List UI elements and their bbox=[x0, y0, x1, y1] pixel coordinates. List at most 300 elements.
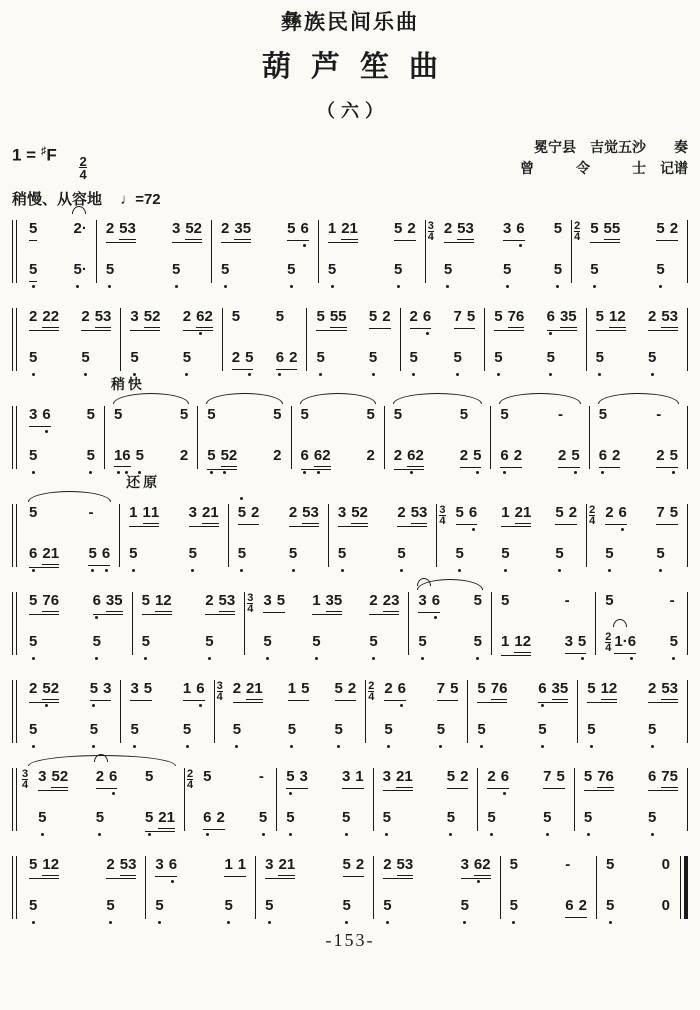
beat-group bbox=[114, 405, 122, 424]
octave-dot-low bbox=[199, 704, 202, 707]
note: 5 bbox=[500, 405, 509, 423]
upper-voice-beat bbox=[343, 855, 365, 879]
lower-voice-beat bbox=[454, 348, 476, 372]
underline-group bbox=[90, 679, 112, 701]
note: 1 bbox=[312, 591, 321, 609]
beat-group bbox=[369, 348, 377, 367]
note: 5 bbox=[129, 544, 137, 563]
lower-voice-beat bbox=[233, 720, 263, 744]
note: 5 bbox=[81, 348, 89, 367]
note: 6 bbox=[500, 446, 508, 465]
lower-voice-beat bbox=[87, 446, 95, 470]
note: - bbox=[88, 503, 94, 521]
measure bbox=[229, 503, 328, 568]
underline-group bbox=[461, 855, 491, 879]
beat-group bbox=[461, 855, 491, 879]
underline-group bbox=[503, 219, 525, 241]
lower-voice-beat bbox=[366, 446, 374, 470]
lower-voice-beat bbox=[648, 808, 678, 832]
octave-dot-low bbox=[331, 285, 334, 288]
double-underline-group bbox=[407, 446, 424, 467]
beat-columns bbox=[99, 219, 209, 284]
beat-column bbox=[29, 855, 59, 920]
beat-group bbox=[656, 446, 678, 468]
beat-group bbox=[73, 219, 86, 238]
system-bracket bbox=[12, 308, 17, 371]
beat-group bbox=[265, 896, 273, 915]
lower-voice-beat bbox=[29, 720, 59, 744]
beat-column bbox=[286, 767, 308, 832]
underline-group bbox=[288, 679, 310, 701]
underline-group bbox=[155, 855, 177, 877]
time-signature-numerator: 2 bbox=[589, 503, 596, 516]
octave-dot-low bbox=[574, 471, 577, 474]
beat-group bbox=[207, 405, 215, 424]
double-underline-group bbox=[314, 446, 331, 467]
upper-voice-beat bbox=[287, 219, 309, 243]
note: 5 bbox=[509, 855, 518, 873]
beat-column bbox=[444, 219, 474, 284]
lower-voice-beat bbox=[29, 896, 59, 920]
note: 5 bbox=[142, 632, 150, 651]
upper-voice-beat bbox=[207, 405, 237, 429]
beat-columns bbox=[321, 219, 423, 284]
note: 6 bbox=[474, 855, 482, 874]
note: 2 bbox=[656, 446, 665, 464]
beat-group bbox=[106, 896, 114, 915]
note: 5 bbox=[145, 808, 153, 827]
octave-dot-low bbox=[32, 471, 35, 474]
measure bbox=[485, 307, 585, 372]
measure bbox=[245, 591, 408, 656]
meta-row bbox=[12, 137, 688, 180]
octave-dot-low bbox=[240, 569, 243, 572]
note: 5 bbox=[183, 348, 191, 367]
note: 5 bbox=[275, 307, 285, 325]
piece-number: （六） bbox=[317, 101, 389, 121]
underline-group bbox=[584, 767, 614, 791]
note: 3 bbox=[127, 219, 136, 237]
note: 7 bbox=[656, 503, 665, 521]
note: 1 bbox=[224, 855, 233, 873]
note: 5 bbox=[369, 632, 377, 651]
beat-column bbox=[38, 767, 68, 832]
note: 1 bbox=[166, 808, 175, 826]
beat-columns bbox=[589, 307, 685, 372]
octave-dot-low bbox=[345, 833, 348, 836]
note: 5 bbox=[446, 767, 456, 785]
beat-group bbox=[238, 544, 246, 563]
octave-dot-low bbox=[621, 528, 624, 531]
beat-group bbox=[106, 855, 136, 879]
upper-voice-beat bbox=[538, 679, 568, 703]
meter-numerator: 2 bbox=[79, 153, 87, 169]
upper-voice-beat bbox=[73, 219, 86, 243]
lower-voice-beat bbox=[477, 720, 507, 744]
final-barline bbox=[680, 856, 688, 919]
note: 3 bbox=[265, 855, 274, 873]
note: 5 bbox=[455, 503, 464, 521]
note: 6 bbox=[50, 591, 60, 609]
note: 2 bbox=[42, 307, 51, 325]
note: 3 bbox=[103, 307, 112, 325]
note: 6 bbox=[276, 348, 284, 367]
beat-group bbox=[328, 219, 358, 243]
beat-group bbox=[383, 896, 391, 915]
octave-dot-low bbox=[400, 569, 403, 572]
note: 5 bbox=[286, 808, 294, 827]
beat-column bbox=[477, 679, 507, 744]
note: 5 bbox=[450, 679, 459, 697]
lower-voice-beat bbox=[183, 720, 205, 744]
beat-group bbox=[565, 632, 587, 654]
score-system bbox=[12, 473, 688, 568]
octave-dot-low bbox=[223, 471, 226, 474]
octave-dot-low bbox=[32, 745, 35, 748]
lower-voice-beat bbox=[145, 808, 175, 832]
note: 3 bbox=[341, 767, 351, 785]
beat-group bbox=[599, 405, 607, 424]
note: 5 bbox=[369, 348, 377, 367]
note: 5 bbox=[584, 808, 592, 827]
beat-column bbox=[555, 503, 577, 568]
beat-group bbox=[606, 855, 614, 874]
time-signature-denominator: 4 bbox=[605, 641, 612, 654]
note: 5 bbox=[559, 679, 569, 697]
note: 5 bbox=[477, 720, 485, 739]
lower-voice-beat bbox=[555, 544, 577, 568]
octave-dot-low bbox=[132, 569, 135, 572]
note: 3 bbox=[263, 591, 272, 609]
note: 5 bbox=[29, 855, 38, 873]
measure bbox=[223, 307, 307, 372]
note: 2 bbox=[81, 307, 90, 325]
upper-voice-beat bbox=[238, 503, 260, 527]
note: 2 bbox=[359, 503, 368, 521]
lower-voice-beat bbox=[207, 446, 237, 470]
octave-dot-low bbox=[45, 704, 48, 707]
beat-columns bbox=[309, 307, 397, 372]
beat-column bbox=[397, 503, 427, 568]
beat-column bbox=[93, 591, 123, 656]
note: 1 bbox=[614, 632, 622, 651]
upper-voice-beat bbox=[384, 679, 406, 703]
upper-voice-beat bbox=[129, 503, 159, 527]
octave-dot-low bbox=[397, 285, 400, 288]
beat-column bbox=[565, 855, 587, 920]
lower-voice-beat bbox=[648, 720, 678, 744]
note: 5 bbox=[396, 855, 405, 873]
upper-voice-beat bbox=[29, 219, 37, 243]
note: · bbox=[81, 260, 87, 278]
underline-group bbox=[130, 307, 160, 331]
beat-group bbox=[233, 720, 241, 739]
underline-group bbox=[648, 307, 678, 331]
octave-dot-low bbox=[400, 704, 403, 707]
octave-dot-low bbox=[372, 373, 375, 376]
upper-voice-beat bbox=[461, 855, 491, 879]
note: 2 bbox=[106, 855, 115, 873]
beat-columns bbox=[148, 855, 253, 920]
note: 6 bbox=[432, 591, 440, 610]
beat-column bbox=[338, 503, 368, 568]
lower-voice-beat bbox=[301, 446, 331, 470]
octave-dot-low bbox=[672, 471, 675, 474]
double-underline-group bbox=[120, 855, 137, 876]
upper-voice-beat bbox=[286, 767, 308, 791]
beat-group bbox=[444, 219, 474, 243]
lower-voice-beat bbox=[670, 632, 678, 656]
note: 5 bbox=[185, 219, 194, 237]
note: 6 bbox=[499, 679, 508, 697]
underline-group bbox=[189, 503, 219, 527]
beat-group bbox=[29, 260, 37, 282]
beat-columns bbox=[22, 679, 118, 744]
lower-voice-beat bbox=[444, 260, 474, 284]
lower-voice-beat bbox=[369, 348, 391, 372]
note: 5 bbox=[203, 767, 212, 785]
note: 5 bbox=[661, 307, 670, 325]
note: 3 bbox=[502, 219, 512, 237]
lower-voice-beat bbox=[289, 544, 319, 568]
beat-group bbox=[114, 446, 144, 467]
underline-group bbox=[29, 544, 59, 568]
beat-group bbox=[369, 632, 377, 651]
note: 6 bbox=[301, 219, 309, 238]
note: 3 bbox=[418, 591, 426, 610]
lower-voice-beat bbox=[106, 260, 136, 284]
beat-column bbox=[342, 767, 364, 832]
octave-dot-low bbox=[587, 833, 590, 836]
beat-columns bbox=[411, 591, 489, 656]
beat-group bbox=[596, 307, 626, 331]
measure bbox=[401, 307, 485, 372]
beat-group bbox=[96, 767, 118, 789]
beat-group bbox=[259, 808, 267, 827]
beat-column bbox=[106, 855, 136, 920]
underline-group bbox=[656, 503, 678, 525]
lower-voice-beat bbox=[221, 260, 251, 284]
beat-group bbox=[565, 896, 587, 918]
lower-voice-beat bbox=[474, 632, 482, 656]
double-underline-group bbox=[185, 219, 202, 240]
time-signature-denominator: 4 bbox=[574, 230, 581, 243]
octave-dot-low bbox=[472, 528, 475, 531]
underline-group bbox=[410, 307, 432, 329]
upper-voice-beat bbox=[183, 679, 205, 703]
upper-voice-beat bbox=[447, 767, 469, 791]
upper-voice-beat bbox=[670, 591, 678, 615]
note: 5 bbox=[245, 348, 253, 367]
beat-column bbox=[662, 855, 670, 920]
note: 2 bbox=[278, 855, 287, 873]
beat-column bbox=[596, 307, 626, 372]
note: 5 bbox=[90, 679, 98, 698]
beat-columns bbox=[200, 405, 288, 470]
beat-group bbox=[487, 767, 509, 789]
score-system bbox=[12, 679, 688, 744]
upper-voice-beat bbox=[410, 307, 432, 331]
double-underline-group bbox=[196, 307, 213, 328]
note: 3 bbox=[669, 307, 679, 325]
beat-column bbox=[145, 767, 175, 832]
note: 1 bbox=[349, 219, 358, 237]
beat-column bbox=[369, 591, 399, 656]
beat-columns bbox=[107, 405, 195, 470]
note: 5 bbox=[73, 260, 81, 279]
beat-group bbox=[394, 405, 402, 424]
beat-group bbox=[265, 855, 295, 879]
note: 5 bbox=[286, 767, 294, 786]
beat-group bbox=[232, 348, 254, 370]
note: 6 bbox=[42, 405, 50, 424]
octave-dot-low bbox=[206, 833, 209, 836]
upper-voice-beat bbox=[501, 591, 531, 615]
beat-column bbox=[221, 219, 251, 284]
double-underline-group bbox=[661, 307, 678, 328]
octave-dot-low bbox=[337, 745, 340, 748]
note: 5 bbox=[86, 405, 95, 423]
upper-voice-beat bbox=[606, 855, 614, 879]
double-underline-group bbox=[42, 591, 59, 612]
beat-group bbox=[289, 544, 297, 563]
note: 1 bbox=[254, 679, 263, 697]
note: 5 bbox=[333, 591, 343, 609]
note: 5 bbox=[553, 219, 563, 237]
beat-group bbox=[587, 720, 595, 739]
upper-voice-beat bbox=[656, 503, 678, 527]
time-signature-denominator: 4 bbox=[186, 778, 194, 791]
note: 2 bbox=[514, 503, 523, 521]
beat-columns bbox=[470, 679, 575, 744]
beat-column bbox=[394, 405, 424, 470]
upper-voice-beat bbox=[383, 767, 413, 791]
note: 5 bbox=[596, 348, 604, 367]
underline-group bbox=[286, 767, 308, 789]
beat-group bbox=[338, 544, 346, 563]
lower-voice-beat bbox=[383, 808, 413, 832]
lower-voice-beat bbox=[547, 348, 577, 372]
note: 1 bbox=[286, 855, 296, 873]
beat-columns bbox=[22, 307, 118, 372]
note: 2 bbox=[246, 679, 255, 697]
octave-dot-low bbox=[289, 792, 292, 795]
note: 1 bbox=[287, 679, 297, 697]
beat-group bbox=[221, 260, 229, 279]
note: 1 bbox=[210, 503, 219, 521]
measure bbox=[20, 405, 104, 470]
beat-column bbox=[648, 307, 678, 372]
beat-group bbox=[155, 855, 177, 877]
lower-voice-beat bbox=[606, 896, 614, 920]
octave-dot-low bbox=[303, 471, 306, 474]
beat-group bbox=[29, 896, 37, 915]
underline-group bbox=[384, 679, 406, 701]
note: 2 bbox=[232, 679, 242, 697]
beat-column bbox=[606, 855, 614, 920]
beat-group bbox=[474, 591, 482, 610]
double-underline-group bbox=[609, 307, 626, 328]
measure bbox=[572, 219, 687, 284]
double-underline-group bbox=[597, 767, 614, 788]
beat-column bbox=[500, 405, 522, 470]
note: 5 bbox=[88, 544, 96, 563]
note: 1 bbox=[182, 679, 192, 697]
score-system bbox=[12, 767, 688, 832]
lower-voice-beat bbox=[584, 808, 614, 832]
lower-voice-beat bbox=[172, 260, 202, 284]
beat-group bbox=[670, 591, 675, 610]
octave-dot-low bbox=[541, 704, 544, 707]
underline-group bbox=[547, 307, 577, 331]
note: 2 bbox=[42, 544, 51, 562]
upper-voice-beat bbox=[555, 503, 577, 527]
system-bracket bbox=[12, 680, 17, 743]
note: 5 bbox=[289, 544, 297, 563]
lower-voice-beat bbox=[29, 446, 51, 470]
beat-group bbox=[590, 219, 620, 243]
beat-columns bbox=[599, 855, 677, 920]
beat-group bbox=[606, 896, 614, 915]
upper-voice-beat bbox=[265, 855, 295, 879]
lower-voice-beat bbox=[543, 808, 565, 832]
system-bracket bbox=[12, 220, 17, 283]
beat-group bbox=[558, 405, 563, 424]
upper-voice-beat bbox=[662, 855, 670, 879]
lower-voice-beat bbox=[565, 632, 587, 656]
lower-voice-beat bbox=[460, 446, 482, 470]
beat-columns bbox=[376, 855, 497, 920]
underline-group bbox=[394, 446, 424, 470]
beat-group bbox=[189, 544, 197, 563]
note: 2 bbox=[647, 679, 657, 697]
underline-group bbox=[543, 767, 565, 789]
beat-columns bbox=[123, 307, 219, 372]
note: 5 bbox=[179, 405, 189, 423]
beat-columns bbox=[598, 591, 685, 656]
octave-dot-low bbox=[439, 745, 442, 748]
measure bbox=[133, 591, 245, 656]
underline-group bbox=[587, 679, 617, 703]
beat-group bbox=[263, 632, 271, 651]
beat-group bbox=[29, 720, 37, 739]
octave-dot-low bbox=[32, 285, 35, 288]
note: 1 bbox=[600, 679, 609, 697]
octave-dot-low bbox=[598, 373, 601, 376]
note: 5 bbox=[233, 720, 241, 739]
octave-dot-low bbox=[148, 833, 151, 836]
measure bbox=[366, 679, 467, 744]
lower-voice-beat bbox=[29, 260, 37, 284]
double-underline-group bbox=[396, 767, 413, 788]
note: 6 bbox=[547, 307, 555, 326]
lower-voice-beat bbox=[461, 896, 491, 920]
octave-dot-low bbox=[386, 921, 389, 924]
beat-group bbox=[221, 219, 251, 243]
double-underline-group bbox=[144, 307, 161, 328]
beat-group bbox=[397, 544, 405, 563]
octave-dot-high bbox=[240, 497, 243, 500]
beat-columns bbox=[480, 767, 571, 832]
note: 6 bbox=[565, 896, 574, 914]
note: 2 bbox=[105, 219, 115, 237]
measure bbox=[329, 503, 437, 568]
beat-columns bbox=[487, 307, 583, 372]
note: 5 bbox=[119, 219, 128, 237]
upper-voice-beat bbox=[394, 405, 424, 429]
beat-group bbox=[203, 808, 225, 830]
note: 3 bbox=[310, 503, 319, 521]
